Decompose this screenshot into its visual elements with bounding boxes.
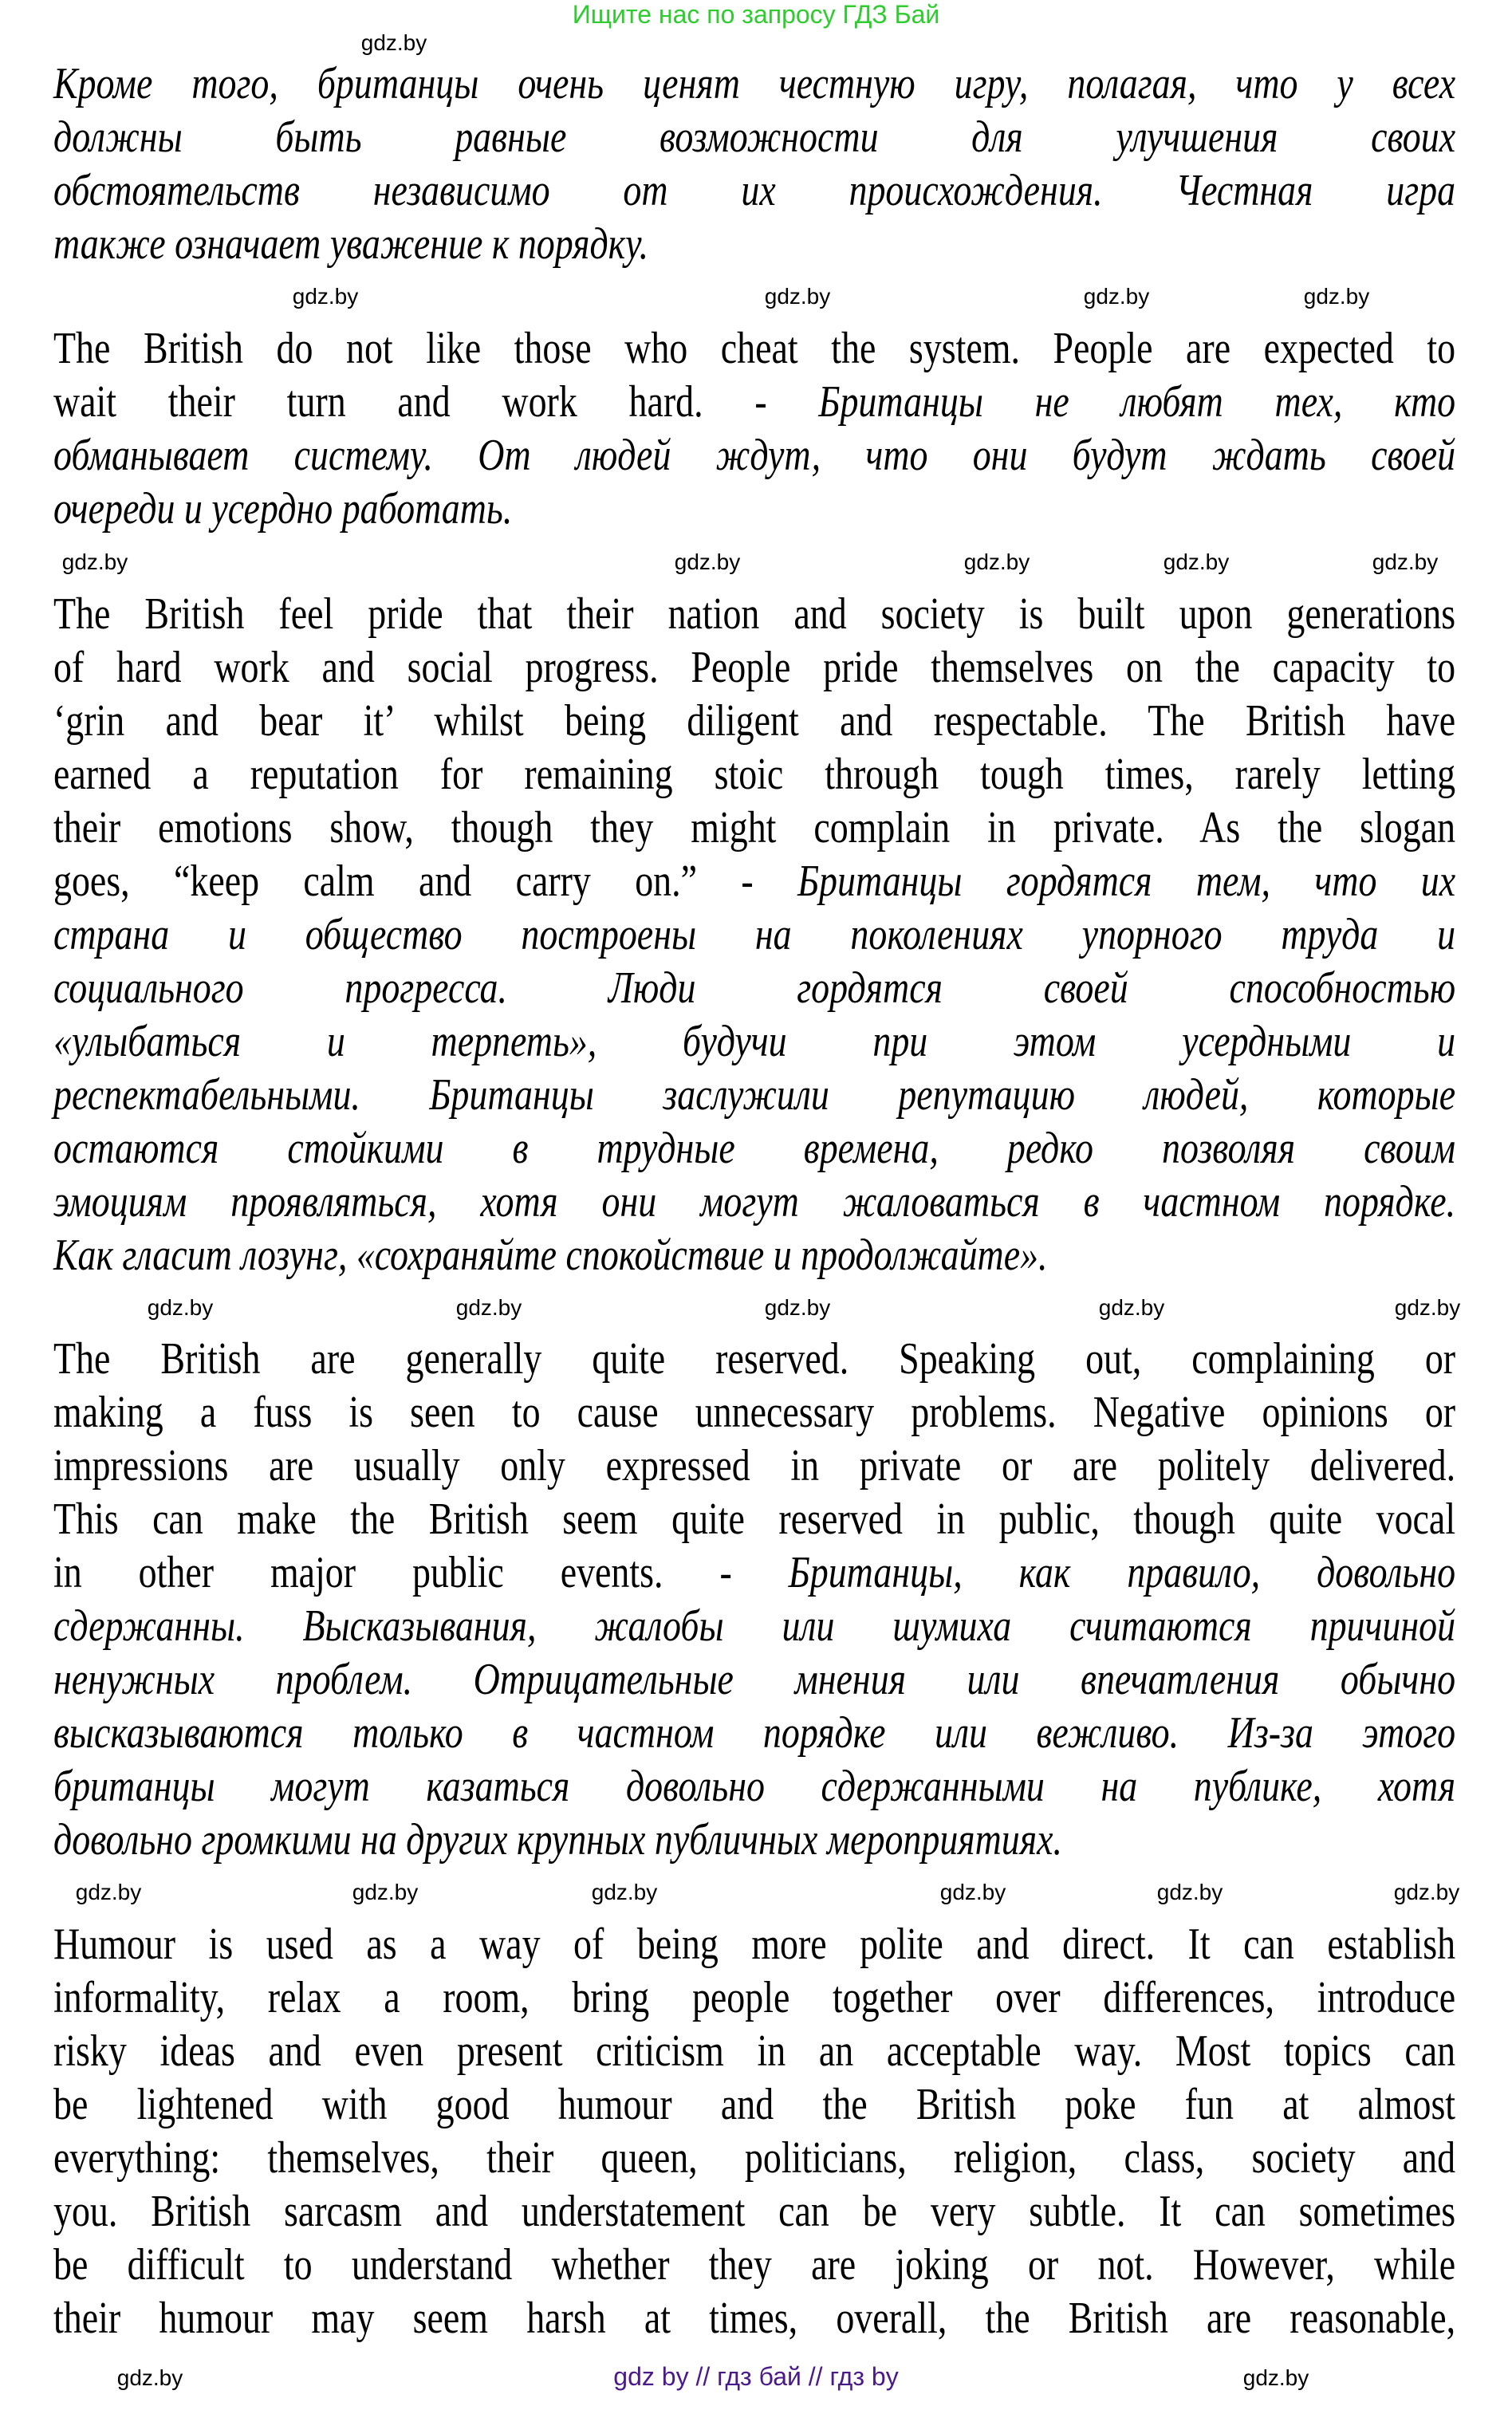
translation-text: британцы могут казаться довольно сдержанными на публике, хотя xyxy=(53,1762,1456,1811)
watermark: gdz.by xyxy=(1303,284,1370,309)
translation-text: респектабельными. Британцы заслужили репутацию людей, которые xyxy=(53,1070,1456,1120)
text-line xyxy=(53,2132,1455,2185)
english-text: wait their turn and work hard. - xyxy=(53,377,819,427)
text-line xyxy=(53,1386,1455,1439)
watermark: gdz.by xyxy=(591,1880,658,1904)
paragraph-cheat-system xyxy=(53,322,1455,536)
english-text: in other major public events. - xyxy=(53,1548,789,1597)
watermark: gdz.by xyxy=(764,1295,831,1320)
text-line xyxy=(53,111,1455,164)
watermark: gdz.by xyxy=(1372,549,1439,574)
translation-text: ненужных проблем. Отрицательные мнения или впечатления обычно xyxy=(53,1655,1456,1704)
paragraph-reserved xyxy=(53,1333,1455,1867)
watermark: gdz.by xyxy=(1156,1880,1223,1904)
text-line xyxy=(53,1069,1455,1122)
english-text: you. British sarcasm and understatement can be very subtle. It can sometimes xyxy=(53,2187,1456,2236)
english-text: be lightened with good humour and the British poke fun at almost xyxy=(53,2080,1456,2129)
text-line xyxy=(53,1546,1455,1600)
english-text: informality, relax a room, bring people together over differences, introduce xyxy=(53,1973,1456,2022)
translation-text: довольно громкими на других крупных публичных мероприятиях. xyxy=(53,1815,1062,1865)
english-text: of hard work and social progress. People pride themselves on the capacity to xyxy=(53,643,1456,692)
translation-text: очереди и усердно работать. xyxy=(53,484,513,534)
translation-text: обманывает систему. От людей ждут, что они будут ждать своей xyxy=(53,431,1456,480)
search-banner[interactable]: Ищите нас по запросу ГДЗ Бай xyxy=(572,0,940,29)
text-line xyxy=(53,2078,1455,2132)
watermark: gdz.by xyxy=(360,30,427,55)
watermark: gdz.by xyxy=(147,1295,214,1320)
english-text: The British do not like those who cheat the system. People are expected to xyxy=(53,324,1456,373)
text-line xyxy=(53,1918,1455,1971)
watermark: gdz.by xyxy=(1083,284,1150,309)
watermark: gdz.by xyxy=(963,549,1030,574)
translation-text: сдержанны. Высказывания, жалобы или шумиха считаются причиной xyxy=(53,1601,1456,1651)
english-text: their emotions show, though they might complain in private. As the slogan xyxy=(53,803,1456,853)
text-line xyxy=(53,1229,1455,1282)
english-text: risky ideas and even present criticism in an acceptable way. Most topics can xyxy=(53,2026,1456,2076)
watermark: gdz.by xyxy=(674,549,741,574)
english-text: making a fuss is seen to cause unnecessary problems. Negative opinions or xyxy=(53,1388,1456,1437)
text-line xyxy=(53,1493,1455,1546)
text-line xyxy=(53,1971,1455,2025)
watermark: gdz.by xyxy=(764,284,831,309)
text-line xyxy=(53,908,1455,962)
watermark: gdz.by xyxy=(1393,1880,1460,1904)
translation-text: Британцы не любят тех, кто xyxy=(818,377,1456,427)
text-line xyxy=(53,322,1455,376)
translation-text: также означает уважение к порядку. xyxy=(53,219,649,269)
text-line xyxy=(53,2239,1455,2292)
text-line xyxy=(53,2185,1455,2239)
watermark: gdz.by xyxy=(1242,2365,1309,2390)
text-line xyxy=(53,748,1455,801)
watermark: gdz.by xyxy=(1394,1295,1461,1320)
english-text: impressions are usually only expressed in private or are politely delivered. xyxy=(53,1441,1456,1490)
watermark: gdz.by xyxy=(61,549,128,574)
text-line xyxy=(53,2025,1455,2078)
english-text: Humour is used as a way of being more polite and direct. It can establish xyxy=(53,1920,1456,1969)
english-text: The British are generally quite reserved. Speaking out, complaining or xyxy=(53,1334,1456,1384)
text-line xyxy=(53,588,1455,641)
text-line xyxy=(53,1333,1455,1386)
text-line xyxy=(53,1813,1455,1867)
text-line xyxy=(53,1653,1455,1707)
text-line xyxy=(53,1175,1455,1229)
watermark: gdz.by xyxy=(116,2365,183,2390)
english-text: The British feel pride that their nation and society is built upon generations xyxy=(53,589,1456,639)
text-line xyxy=(53,376,1455,429)
text-line xyxy=(53,429,1455,482)
text-line xyxy=(53,57,1455,111)
text-line xyxy=(53,1760,1455,1813)
watermark: gdz.by xyxy=(455,1295,522,1320)
translation-text: Британцы гордятся тем, что их xyxy=(797,856,1456,906)
translation-text: страна и общество построены на поколениях упорного труда и xyxy=(53,910,1456,959)
watermark: gdz.by xyxy=(352,1880,419,1904)
english-text: everything: themselves, their queen, politicians, religion, class, society and xyxy=(53,2133,1456,2183)
translation-text: обстоятельств независимо от их происхождения. Честная игра xyxy=(53,166,1456,215)
english-text: ‘grin and bear it’ whilst being diligent and respectable. The British have xyxy=(53,696,1456,746)
watermark: gdz.by xyxy=(75,1880,142,1904)
text-line xyxy=(53,2292,1455,2345)
text-line xyxy=(53,962,1455,1015)
text-line xyxy=(53,695,1455,748)
text-line xyxy=(53,1707,1455,1760)
text-line xyxy=(53,218,1455,271)
watermark: gdz.by xyxy=(1098,1295,1165,1320)
watermark: gdz.by xyxy=(1163,549,1230,574)
translation-text: «улыбаться и терпеть», будучи при этом усердными и xyxy=(53,1017,1456,1066)
text-line xyxy=(53,1600,1455,1653)
footer-links[interactable]: gdz by // гдз бай // гдз by xyxy=(613,2362,899,2391)
text-line xyxy=(53,482,1455,536)
text-line xyxy=(53,641,1455,695)
text-line xyxy=(53,801,1455,855)
text-line xyxy=(53,1439,1455,1493)
translation-text: Как гласит лозунг, «сохраняйте спокойствие и продолжайте». xyxy=(53,1231,1048,1280)
watermark: gdz.by xyxy=(939,1880,1006,1904)
paragraph-fair-play-ru xyxy=(53,57,1455,271)
text-line xyxy=(53,1015,1455,1069)
english-text: earned a reputation for remaining stoic through tough times, rarely letting xyxy=(53,750,1456,799)
paragraph-pride xyxy=(53,588,1455,1282)
translation-text: Кроме того, британцы очень ценят честную игру, полагая, что у всех xyxy=(53,59,1456,108)
translation-text: Британцы, как правило, довольно xyxy=(788,1548,1456,1597)
text-line xyxy=(53,855,1455,908)
text-line xyxy=(53,164,1455,218)
translation-text: должны быть равные возможности для улучшения своих xyxy=(53,112,1456,162)
english-text: be difficult to understand whether they are joking or not. However, while xyxy=(53,2240,1456,2290)
english-text: This can make the British seem quite reserved in public, though quite vocal xyxy=(53,1494,1456,1544)
text-line xyxy=(53,1122,1455,1175)
watermark: gdz.by xyxy=(292,284,359,309)
translation-text: высказываются только в частном порядке или вежливо. Из-за этого xyxy=(53,1708,1456,1758)
english-text: goes, “keep calm and carry on.” - xyxy=(53,856,797,906)
translation-text: эмоциям проявляться, хотя они могут жаловаться в частном порядке. xyxy=(53,1177,1456,1227)
translation-text: остаются стойкими в трудные времена, редко позволяя своим xyxy=(53,1124,1456,1173)
paragraph-humour xyxy=(53,1918,1455,2345)
translation-text: социального прогресса. Люди гордятся своей способностью xyxy=(53,963,1456,1013)
english-text: their humour may seem harsh at times, overall, the British are reasonable, xyxy=(53,2294,1456,2343)
